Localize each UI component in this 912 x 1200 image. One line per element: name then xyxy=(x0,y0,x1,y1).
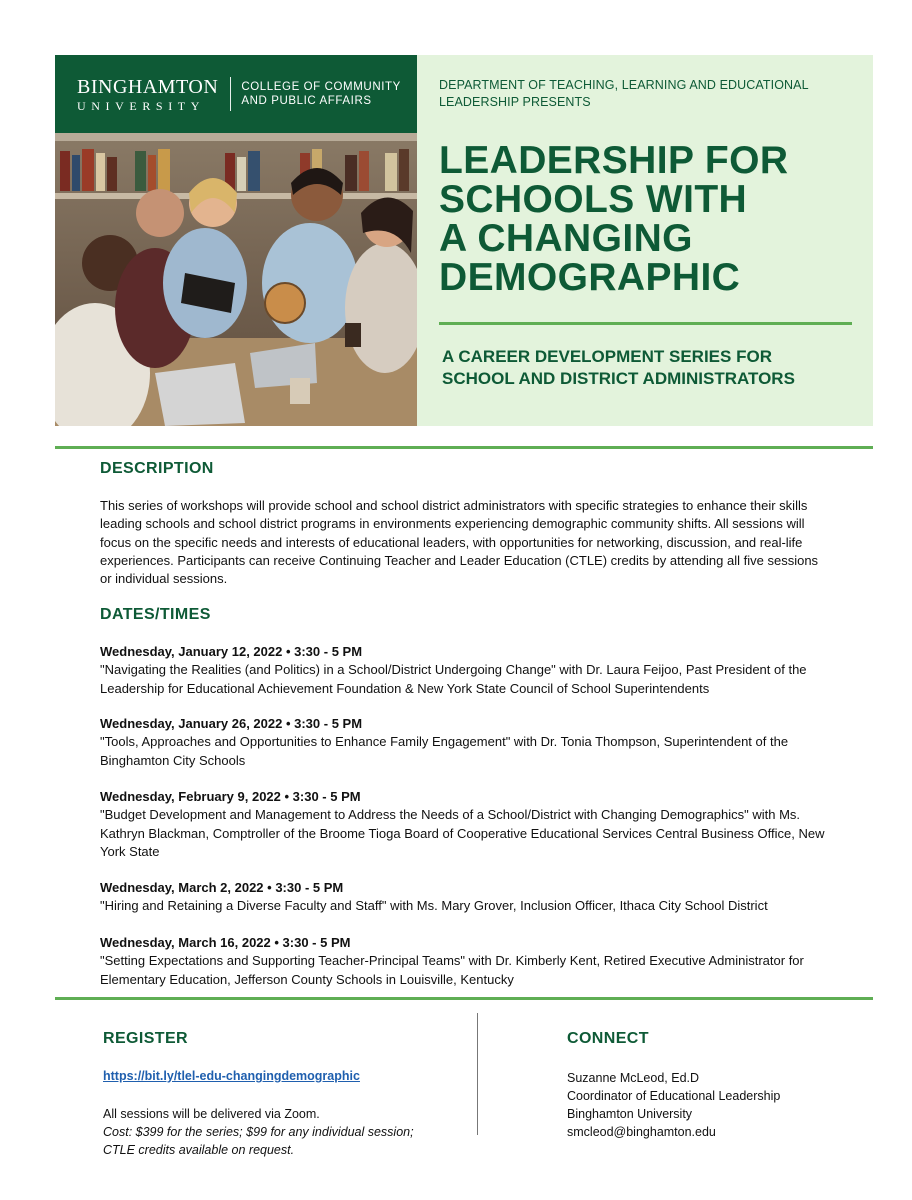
title-line: LEADERSHIP FOR xyxy=(439,139,789,182)
department-presents: DEPARTMENT OF TEACHING, LEARNING AND EDUCATIONAL LEADERSHIP PRESENTS xyxy=(439,78,809,109)
university-name-line1: BINGHAMTON xyxy=(77,75,219,98)
subtitle-line: A CAREER DEVELOPMENT SERIES FOR xyxy=(442,347,772,366)
zoom-note: All sessions will be delivered via Zoom. xyxy=(103,1107,320,1121)
session-description: "Budget Development and Management to Address the Needs of a School/District with Changing Demographics" with Ms. Kathryn Blackman, Comptroller of the Broome Tioga Board of Cooperative Educational Services Central Business Office, New York State xyxy=(100,807,825,859)
section-divider xyxy=(55,446,873,449)
hero-left xyxy=(55,55,417,426)
subtitle-line: SCHOOL AND DISTRICT ADMINISTRATORS xyxy=(442,369,795,388)
session-item xyxy=(100,643,830,698)
register-heading: REGISTER xyxy=(103,1030,188,1047)
session-date: Wednesday, February 9, 2022 • 3:30 - 5 PM xyxy=(100,789,361,804)
contact-email[interactable]: smcleod@binghamton.edu xyxy=(567,1125,716,1139)
hero-banner xyxy=(55,55,873,426)
session-description: "Navigating the Realities (and Politics) in a School/District Undergoing Change" with Dr. Laura Feijoo, Past President of the Leadership for Educational Achievement Foundation & New York State Council of School Superintendents xyxy=(100,662,807,696)
column-divider xyxy=(477,1013,478,1135)
connect-heading: CONNECT xyxy=(567,1030,649,1047)
session-description: "Tools, Approaches and Opportunities to Enhance Family Engagement" with Dr. Tonia Thompson, Superintendent of the Binghamton City Schools xyxy=(100,734,789,768)
title-line: DEMOGRAPHIC xyxy=(439,256,741,299)
session-item xyxy=(100,879,830,916)
session-item xyxy=(100,715,830,770)
contact-name: Suzanne McLeod, Ed.D xyxy=(567,1071,700,1085)
title-divider xyxy=(439,322,852,325)
session-item xyxy=(100,934,830,989)
dates-heading: DATES/TIMES xyxy=(100,606,211,623)
college-name: COLLEGE OF COMMUNITY AND PUBLIC AFFAIRS xyxy=(241,81,401,107)
university-name-line2: UNIVERSITY xyxy=(77,98,205,113)
description-text: This series of workshops will provide school and school district administrators with specific strategies to enhance their skills leading schools and school district programs in environments experiencing demographic community shifts. All sessions will focus on the specific needs and interests of educational leaders, with opportunities for networking, discussion, and real-life experiences. Participants can receive Continuing Teacher and Leader Education (CTLE) credits by attending all five sessions or individual sessions. xyxy=(100,498,819,587)
session-item xyxy=(100,788,830,861)
session-date: Wednesday, March 16, 2022 • 3:30 - 5 PM xyxy=(100,935,351,950)
section-divider xyxy=(55,997,873,1000)
event-title xyxy=(439,141,859,297)
event-subtitle xyxy=(442,346,862,390)
title-line: SCHOOLS WITH xyxy=(439,178,748,221)
hero-right-panel xyxy=(417,55,873,426)
registration-link[interactable]: https://bit.ly/tlel-edu-changingdemographic xyxy=(103,1069,360,1083)
session-date: Wednesday, January 26, 2022 • 3:30 - 5 PM xyxy=(100,716,363,731)
session-date: Wednesday, January 12, 2022 • 3:30 - 5 PM xyxy=(100,644,363,659)
students-library-photo xyxy=(55,133,417,426)
students-photo-illustration xyxy=(55,133,417,426)
contact-org: Binghamton University xyxy=(567,1107,693,1121)
ctle-note: CTLE credits available on request. xyxy=(103,1143,295,1157)
university-wordmark xyxy=(77,77,218,112)
university-logo-bar xyxy=(55,55,417,133)
cost-note: Cost: $399 for the series; $99 for any individual session; xyxy=(103,1125,414,1139)
description-heading: DESCRIPTION xyxy=(100,460,214,477)
session-description: "Hiring and Retaining a Diverse Faculty and Staff" with Ms. Mary Grover, Inclusion Officer, Ithaca City School District xyxy=(100,898,768,914)
logo-divider xyxy=(230,77,231,111)
contact-details xyxy=(567,1069,867,1141)
session-description: "Setting Expectations and Supporting Teacher-Principal Teams" with Dr. Kimberly Kent, Retired Executive Administrator for Elementary Education, Jefferson County Schools in Louisville, Kentucky xyxy=(100,953,804,987)
register-details xyxy=(103,1105,463,1159)
title-line: A CHANGING xyxy=(439,217,693,260)
session-date: Wednesday, March 2, 2022 • 3:30 - 5 PM xyxy=(100,880,344,895)
contact-role: Coordinator of Educational Leadership xyxy=(567,1089,781,1103)
